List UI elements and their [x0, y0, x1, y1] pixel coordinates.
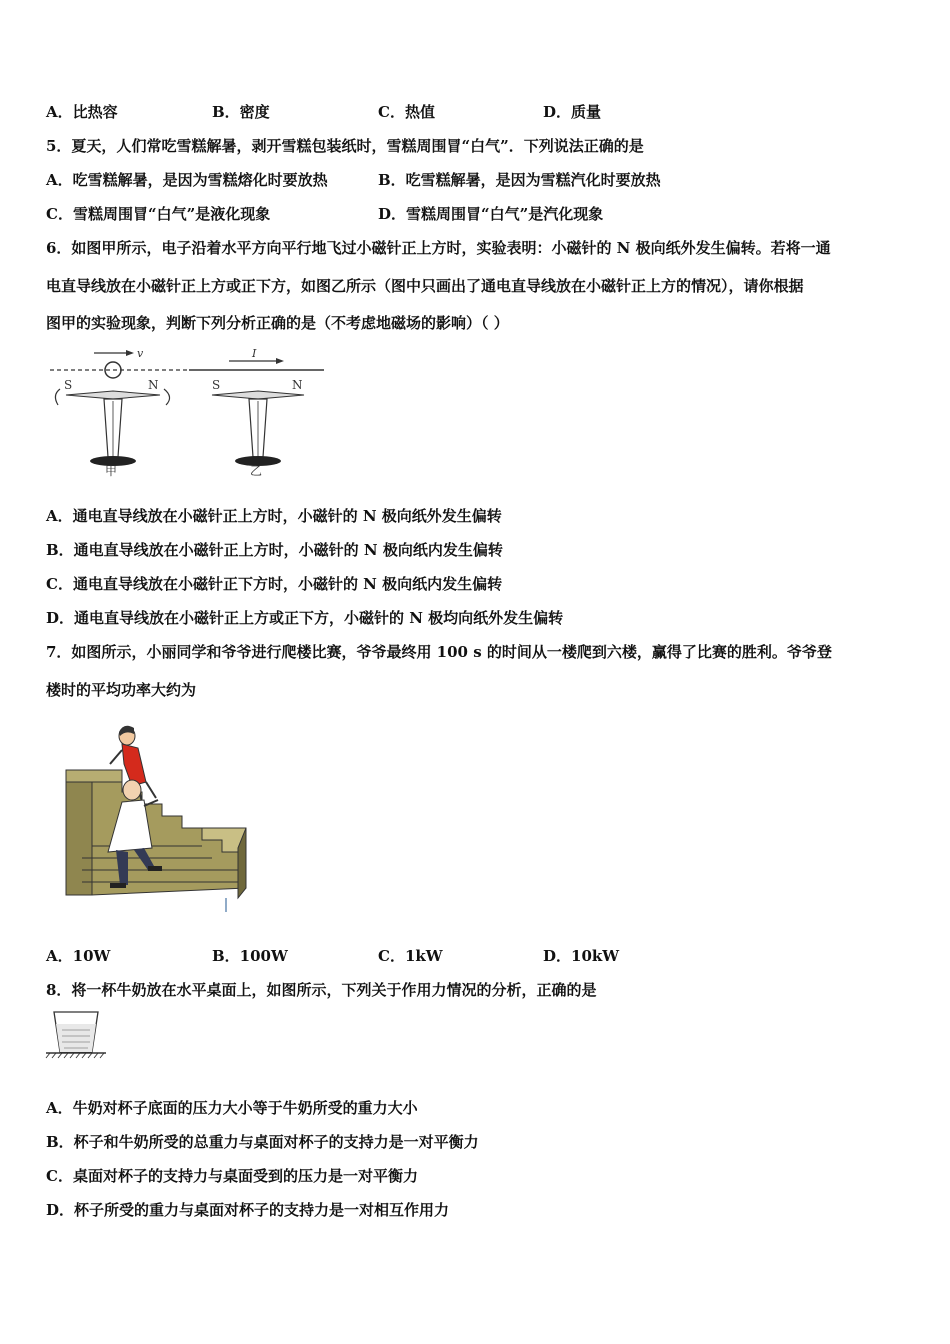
velocity-label: v	[137, 347, 144, 360]
left-caption: 甲	[105, 464, 118, 477]
q7-stem-line-2: 楼时的平均功率大约为	[46, 681, 197, 699]
q4-option-d[interactable]: D．质量	[543, 103, 602, 121]
q4-option-a[interactable]: A．比热容	[46, 103, 118, 121]
right-n-label: N	[292, 378, 303, 392]
right-rotation-arrow-icon	[164, 389, 170, 405]
q8-option-b[interactable]: B．杯子和牛奶所受的总重力与桌面对杯子的支持力是一对平衡力	[46, 1133, 479, 1151]
q7-stem-line-1: 7．如图所示，小丽同学和爷爷进行爬楼比赛，爷爷最终用 100 s 的时间从一楼爬到六楼，赢得了比赛的胜利。爷爷登	[46, 643, 832, 661]
right-needle-icon	[212, 391, 304, 399]
q5-option-a[interactable]: A．吃雪糕解暑，是因为雪糕熔化时要放热	[46, 171, 328, 189]
q4-option-c[interactable]: C．热值	[378, 103, 435, 121]
q6-option-d[interactable]: D．通电直导线放在小磁针正上方或正下方，小磁针的 N 极均向纸外发生偏转	[46, 609, 564, 627]
right-caption: 乙	[250, 464, 263, 477]
left-needle-icon	[66, 391, 160, 399]
q5-option-b[interactable]: B．吃雪糕解暑，是因为雪糕汽化时要放热	[378, 171, 661, 189]
q6-stem-line-3: 图甲的实验现象，判断下列分析正确的是（不考虑地磁场的影响）（ ）	[46, 314, 509, 332]
left-n-label: N	[148, 378, 159, 392]
q5-option-c[interactable]: C．雪糕周围冒“白气”是液化现象	[46, 205, 271, 223]
q6-stem-line-2: 电直导线放在小磁针正上方或正下方，如图乙所示（图中只画出了通电直导线放在小磁针正上方的情况），请你根据	[46, 277, 804, 295]
q8-stem: 8．将一杯牛奶放在水平桌面上，如图所示，下列关于作用力情况的分析，正确的是	[46, 981, 597, 999]
q6-option-c[interactable]: C．通电直导线放在小磁针正下方时，小磁针的 N 极向纸内发生偏转	[46, 575, 503, 593]
q7-option-b[interactable]: B．100W	[212, 947, 288, 965]
q6-option-a[interactable]: A．通电直导线放在小磁针正上方时，小磁针的 N 极向纸外发生偏转	[46, 507, 502, 525]
q8-option-a[interactable]: A．牛奶对杯子底面的压力大小等于牛奶所受的重力大小	[46, 1099, 418, 1117]
q7-option-c[interactable]: C．1kW	[378, 947, 443, 965]
q8-option-c[interactable]: C．桌面对杯子的支持力与桌面受到的压力是一对平衡力	[46, 1167, 418, 1185]
q7-option-d[interactable]: D．10kW	[543, 947, 620, 965]
current-label: I	[252, 347, 257, 360]
staircase-icon	[66, 770, 246, 898]
q8-option-d[interactable]: D．杯子所受的重力与桌面对杯子的支持力是一对相互作用力	[46, 1201, 450, 1219]
q8-milk-cup-figure	[44, 1008, 108, 1060]
q5-stem: 5．夏天，人们常吃雪糕解暑，剥开雪糕包装纸时，雪糕周围冒“白气”．下列说法正确的是	[46, 137, 644, 155]
left-rotation-arrow-icon	[55, 389, 60, 405]
q6-stem-line-1: 6．如图甲所示，电子沿着水平方向平行地飞过小磁针正上方时，实验表明：小磁针的 N 极向纸外发生偏转。若将一通	[46, 239, 831, 257]
q7-stair-climbing-figure	[62, 720, 252, 915]
right-s-label: S	[212, 378, 221, 392]
q7-option-a[interactable]: A．10W	[46, 947, 111, 965]
q6-option-b[interactable]: B．通电直导线放在小磁针正上方时，小磁针的 N 极向纸内发生偏转	[46, 541, 503, 559]
q5-option-d[interactable]: D．雪糕周围冒“白气”是汽化现象	[378, 205, 604, 223]
q6-compass-figure	[44, 345, 329, 477]
q4-option-b[interactable]: B．密度	[212, 103, 270, 121]
left-s-label: S	[64, 378, 73, 392]
